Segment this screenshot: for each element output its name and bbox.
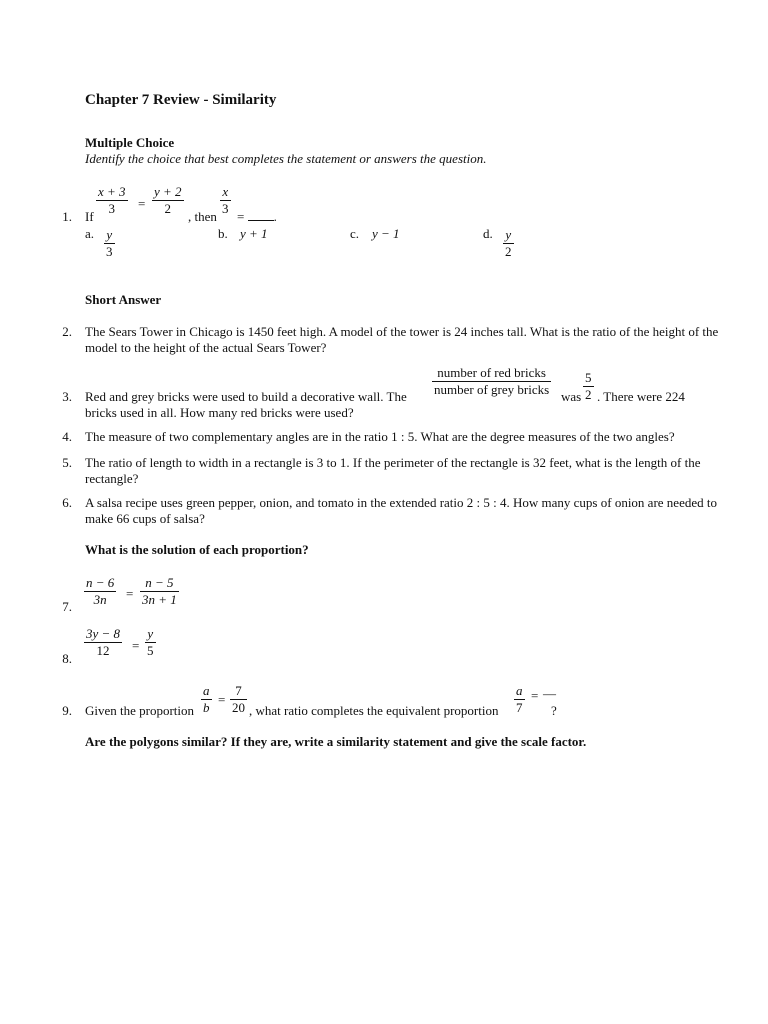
q1-period: . (273, 209, 277, 224)
q3-was: was (561, 389, 582, 404)
q1-frac1-den: 3 (108, 201, 116, 216)
q1-eq-blank: = (237, 209, 245, 224)
q1-equals: = (138, 196, 146, 211)
q9-f3-num: a (516, 683, 523, 698)
q1-choice-d-label: d. (483, 226, 493, 241)
blank-line (248, 220, 274, 221)
q1-fraction-x (96, 184, 128, 217)
proportion-heading: What is the solution of each proportion? (85, 542, 309, 557)
q8-equals: = (132, 638, 140, 653)
q9-dash: — (543, 686, 556, 701)
mc-heading: Multiple Choice (85, 135, 175, 150)
q3-val-num: 5 (585, 370, 592, 385)
q3-val-den: 2 (585, 387, 592, 402)
q3-number: 3. (62, 389, 72, 404)
q5-number: 5. (62, 455, 72, 470)
q3-frac-den: number of grey bricks (434, 382, 550, 397)
q7-l-num: n − 6 (86, 575, 115, 590)
q1-a-num: y (106, 227, 113, 242)
q3-text-c: bricks used in all. How many red bricks were used? (85, 405, 354, 420)
q1-choice-a-label: a. (85, 226, 95, 241)
q1-choice-c: y − 1 (372, 226, 400, 241)
q8-right-fraction (145, 626, 156, 659)
q1-choice-b-label: b. (218, 226, 228, 241)
q1-choice-b: y + 1 (240, 226, 268, 241)
q3-frac-num: number of red bricks (437, 365, 546, 380)
q7-left-fraction (84, 575, 116, 608)
q9-f1-den: b (203, 700, 210, 715)
q4-number: 4. (62, 429, 72, 444)
q7-l-den: 3n (93, 592, 107, 607)
q9-question-mark: ? (551, 703, 557, 718)
q5-text: The ratio of length to width in a rectangle is 3 to 1. If the perimeter of the rectangle is 32 feet, what is the length of the rectangle? (85, 455, 701, 486)
q1-frac2-num: y + 2 (154, 184, 182, 199)
q7-r-den: 3n + 1 (142, 592, 177, 607)
q7-equals: = (126, 586, 134, 601)
q1-d-num: y (505, 227, 512, 242)
q7-right-fraction (140, 575, 179, 608)
q8-r-num: y (147, 626, 154, 641)
q1-number: 1. (62, 209, 72, 224)
q6-number: 6. (62, 495, 72, 510)
q1-choice-a (104, 227, 115, 260)
q2-number: 2. (62, 324, 72, 339)
q1-frac3-den: 3 (222, 201, 229, 216)
q6-text: A salsa recipe uses green pepper, onion, and tomato in the extended ratio 2 : 5 : 4. How many cups of onion are needed to make 66 cups of salsa? (85, 495, 717, 526)
q1-then: , then (188, 209, 217, 224)
q1-a-den: 3 (106, 244, 113, 259)
q9-f2-num: 7 (235, 683, 242, 698)
q1-choice-c-label: c. (350, 226, 360, 241)
q9-text-a: Given the proportion (85, 703, 195, 718)
q2-text: The Sears Tower in Chicago is 1450 feet high. A model of the tower is 24 inches tall. What is the ratio of the height of the model to the height of the actual Sears Tower? (85, 324, 719, 355)
q9-equals-2: = (531, 688, 539, 703)
q8-l-num: 3y − 8 (86, 626, 121, 641)
page-title: Chapter 7 Review - Similarity (85, 92, 277, 108)
q9-number: 9. (62, 703, 72, 718)
q9-text-b: , what ratio completes the equivalent proportion (249, 703, 499, 718)
polygons-heading: Are the polygons similar? If they are, write a similarity statement and give the scale factor. (85, 734, 587, 749)
q9-fraction-7-20 (230, 683, 247, 716)
q9-fraction-a7 (514, 683, 525, 716)
q7-r-num: n − 5 (145, 575, 174, 590)
sa-heading: Short Answer (85, 292, 162, 307)
q1-d-den: 2 (505, 244, 512, 259)
q1-choice-d (503, 227, 514, 260)
q3-value-fraction (583, 370, 594, 403)
q9-fraction-ab (201, 683, 212, 716)
q1-if: If (85, 209, 94, 224)
q1-frac3-num: x (222, 184, 229, 199)
q8-left-fraction (84, 626, 122, 659)
q1-frac2-den: 2 (164, 201, 172, 216)
q3-text-a: Red and grey bricks were used to build a decorative wall. The (85, 389, 407, 404)
q8-l-den: 12 (96, 643, 110, 658)
q3-ratio-fraction (432, 365, 551, 398)
q9-f3-den: 7 (516, 700, 523, 715)
q1-frac1-num: x + 3 (98, 184, 126, 199)
q3-text-b: . There were 224 (597, 389, 685, 404)
q7-number: 7. (62, 599, 72, 614)
q1-fraction-x3 (220, 184, 231, 217)
q9-f2-den: 20 (232, 700, 245, 715)
q8-r-den: 5 (147, 643, 154, 658)
q9-equals: = (218, 692, 226, 707)
q1-fraction-y (152, 184, 184, 217)
q1-answer-blank (237, 209, 277, 225)
q4-text: The measure of two complementary angles are in the ratio 1 : 5. What are the degree measures of the two angles? (85, 429, 675, 444)
q9-f1-num: a (203, 683, 210, 698)
q8-number: 8. (62, 651, 72, 666)
mc-instructions: Identify the choice that best completes the statement or answers the question. (85, 151, 487, 166)
